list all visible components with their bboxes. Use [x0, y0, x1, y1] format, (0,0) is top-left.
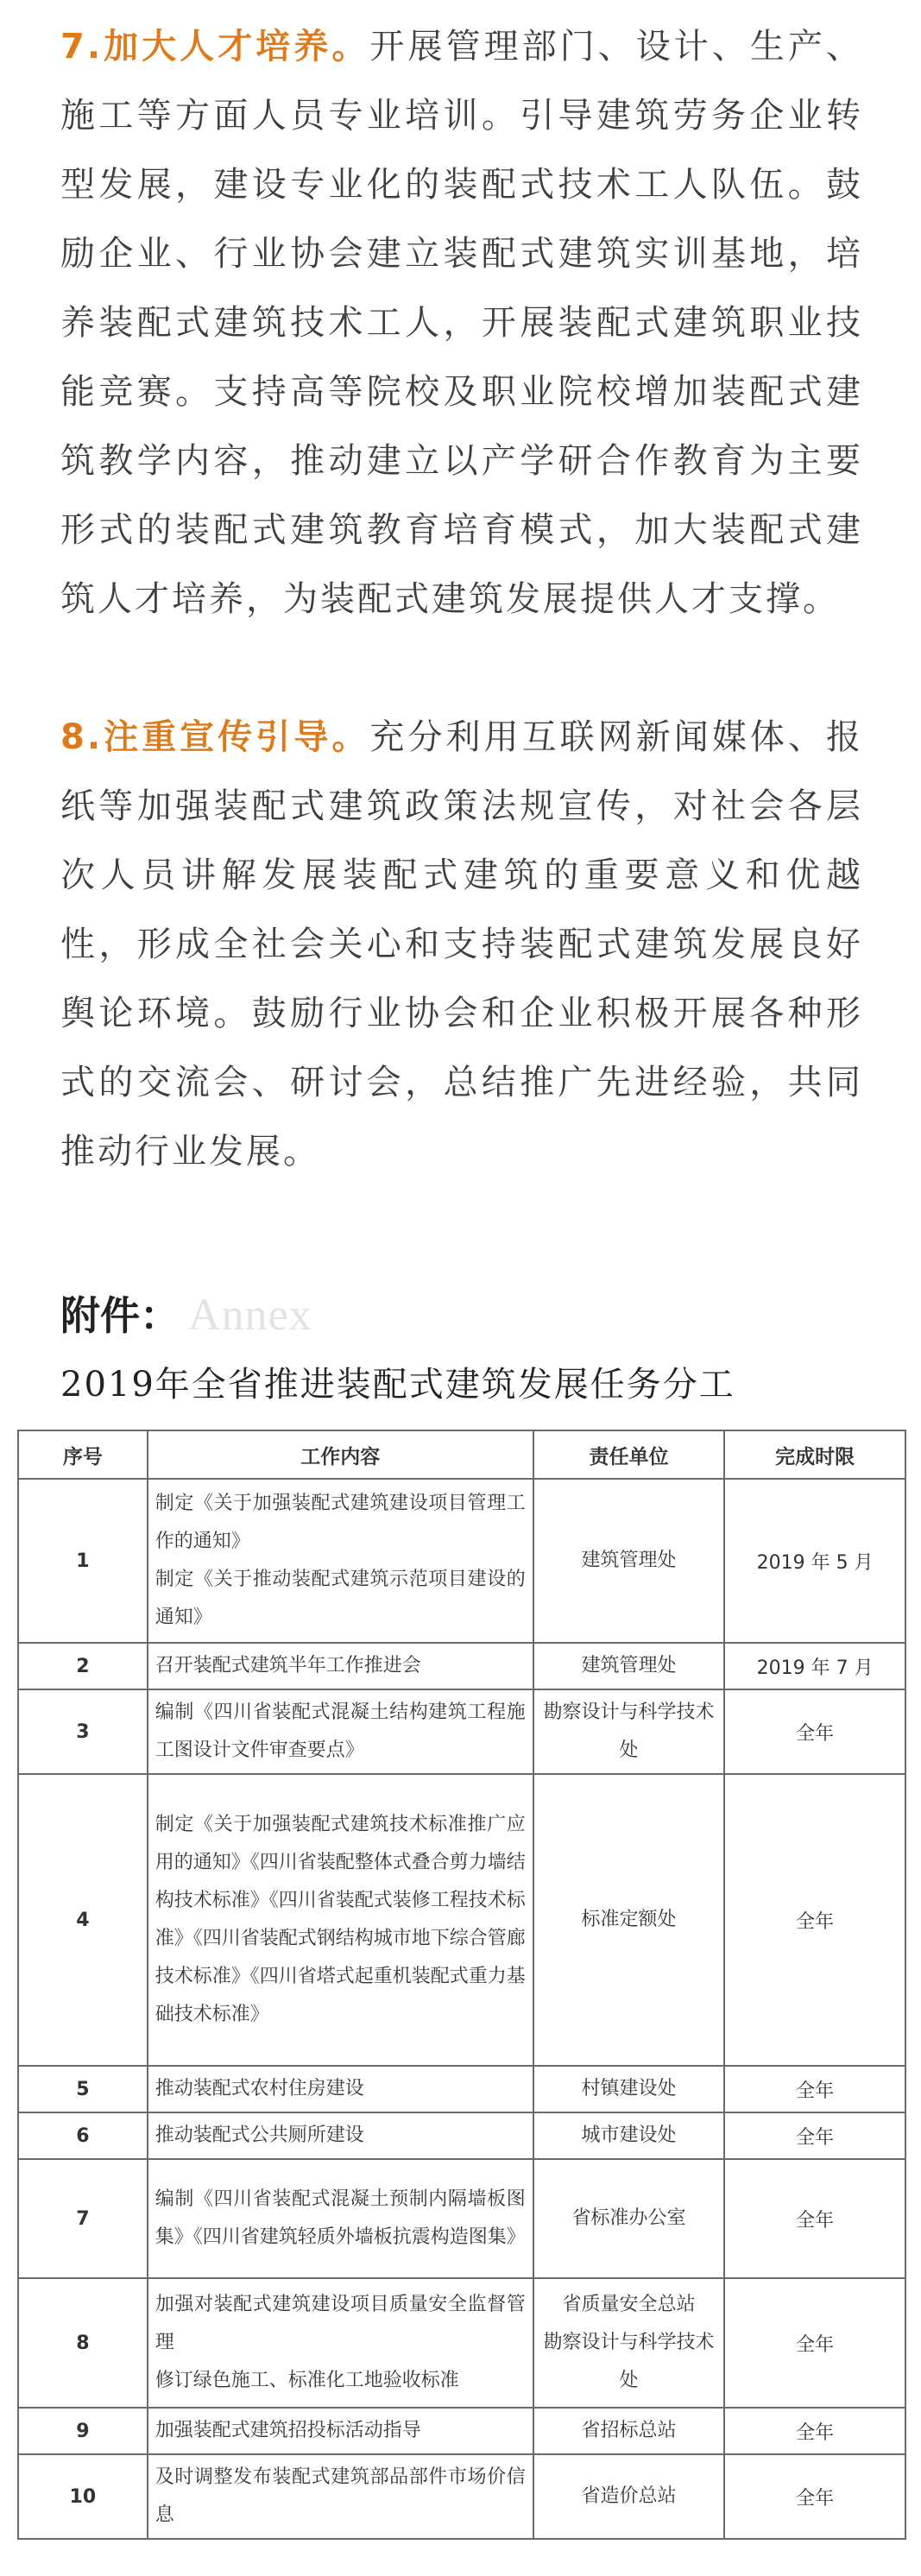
work-content-line: 加强装配式建筑招投标活动指导 [155, 2420, 421, 2441]
header-no: 序号 [18, 1430, 148, 1479]
deadline: 全年 [724, 1689, 905, 1774]
annex-title: 2019年全省推进装配式建筑发展任务分工 [60, 1365, 735, 1405]
table-body [18, 1479, 905, 2539]
paragraph-publicity [60, 703, 863, 1186]
row-number: 10 [18, 2454, 148, 2539]
work-content-line: 修订绿色施工、标准化工地验收标准 [155, 2370, 459, 2391]
row-number: 9 [18, 2408, 148, 2454]
responsible-unit [533, 1479, 725, 1643]
deadline: 2019 年 7 月 [724, 1643, 905, 1689]
paragraph-talent-training [60, 12, 863, 634]
responsible-unit [533, 2278, 725, 2408]
responsible-unit [533, 2159, 725, 2278]
table-row [18, 2159, 905, 2278]
work-content [148, 2278, 533, 2408]
work-content [148, 2159, 533, 2278]
responsible-unit-line: 省标准办公室 [571, 2207, 686, 2229]
deadline: 2019 年 5 月 [724, 1479, 905, 1643]
work-content-line: 编制《四川省装配式混凝土预制内隔墙板图集》《四川省建筑轻质外墙板抗震构造图集》 [155, 2188, 526, 2248]
deadline: 全年 [724, 2408, 905, 2454]
row-number: 5 [18, 2066, 148, 2112]
responsible-unit [533, 2066, 725, 2112]
responsible-unit-line: 城市建设处 [581, 2125, 677, 2146]
work-content [148, 2066, 533, 2112]
section-body-8: 充分利用互联网新闻媒体、报纸等加强装配式建筑政策法规宣传，对社会各层次人员讲解发展装配式建筑的重要意义和优越性，形成全社会关心和支持装配式建筑发展良好舆论环境。鼓励行业协会和企业积极开展各种形式的交流会、研讨会，总结推广先进经验，共同推动行业发展。 [60, 717, 864, 1171]
table-row [18, 1479, 905, 1643]
section-body-7: 开展管理部门、设计、生产、施工等方面人员专业培训。引导建筑劳务企业转型发展，建设专业化的装配式技术工人队伍。鼓励企业、行业协会建立装配式建筑实训基地，培养装配式建筑技术工人，开展装配式建筑职业技能竞赛。支持高等院校及职业院校增加装配式建筑教学内容，推动建立以产学研合作教育为主要形式的装配式建筑教育培育模式，加大装配式建筑人才培养，为装配式建筑发展提供人才支撑。 [60, 27, 864, 619]
table-row [18, 1774, 905, 2066]
deadline: 全年 [724, 1774, 905, 2066]
work-content-line: 制定《关于推动装配式建筑示范项目建设的通知》 [155, 1569, 526, 1628]
row-number: 7 [18, 2159, 148, 2278]
table-row [18, 2454, 905, 2539]
work-content [148, 2112, 533, 2159]
responsible-unit-line: 省造价总站 [581, 2485, 677, 2507]
responsible-unit [533, 1774, 725, 2066]
table-row [18, 2066, 905, 2112]
table-header-row [18, 1430, 905, 1479]
row-number: 4 [18, 1774, 148, 2066]
annex-label: 附件： [60, 1292, 180, 1339]
work-content [148, 2454, 533, 2539]
deadline: 全年 [724, 2159, 905, 2278]
work-content-line: 加强对装配式建筑建设项目质量安全监督管理 [155, 2294, 526, 2353]
deadline: 全年 [724, 2454, 905, 2539]
work-content [148, 1643, 533, 1689]
deadline: 全年 [724, 2112, 905, 2159]
responsible-unit [533, 2408, 725, 2454]
work-content [148, 1479, 533, 1643]
row-number: 8 [18, 2278, 148, 2408]
deadline: 全年 [724, 2278, 905, 2408]
responsible-unit-line: 建筑管理处 [581, 1550, 677, 1571]
responsible-unit-line: 村镇建设处 [581, 2078, 677, 2099]
row-number: 2 [18, 1643, 148, 1689]
work-content-line: 召开装配式建筑半年工作推进会 [155, 1655, 421, 1676]
section-heading-7: 7.加大人才培养。 [60, 27, 370, 66]
responsible-unit [533, 2112, 725, 2159]
table-row [18, 2278, 905, 2408]
header-unit: 责任单位 [533, 1430, 725, 1479]
row-number: 3 [18, 1689, 148, 1774]
work-content [148, 1689, 533, 1774]
table-row [18, 2112, 905, 2159]
row-number: 1 [18, 1479, 148, 1643]
table-row [18, 1643, 905, 1689]
row-number: 6 [18, 2112, 148, 2159]
deadline: 全年 [724, 2066, 905, 2112]
work-content-line: 及时调整发布装配式建筑部品部件市场价信息 [155, 2466, 526, 2526]
task-table [17, 1430, 906, 2540]
responsible-unit-line: 标准定额处 [581, 1909, 677, 1930]
responsible-unit [533, 1643, 725, 1689]
responsible-unit-line: 勘察设计与科学技术处 [543, 1702, 715, 1761]
work-content-line: 推动装配式公共厕所建设 [155, 2125, 364, 2146]
work-content-line: 制定《关于加强装配式建筑建设项目管理工作的通知》 [155, 1493, 526, 1552]
responsible-unit-line: 勘察设计与科学技术处 [543, 2332, 715, 2391]
table-row [18, 2408, 905, 2454]
responsible-unit [533, 1689, 725, 1774]
work-content-line: 推动装配式农村住房建设 [155, 2078, 364, 2099]
header-deadline: 完成时限 [724, 1430, 905, 1479]
work-content-line: 编制《四川省装配式混凝土结构建筑工程施工图设计文件审查要点》 [155, 1702, 526, 1761]
work-content-line: 制定《关于加强装配式建筑技术标准推广应用的通知》《四川省装配整体式叠合剪力墙结构技术标准》《四川省装配式装修工程技术标准》《四川省装配式钢结构城市地下综合管廊技术标准》《四川省塔式起重机装配式重力基础技术标准》 [155, 1814, 526, 2025]
responsible-unit [533, 2454, 725, 2539]
work-content [148, 2408, 533, 2454]
responsible-unit-line: 省质量安全总站 [562, 2294, 696, 2315]
section-heading-8: 8.注重宣传引导。 [60, 717, 370, 757]
annex-label-en: Annex [188, 1291, 312, 1340]
responsible-unit-line: 建筑管理处 [581, 1655, 677, 1676]
work-content [148, 1774, 533, 2066]
responsible-unit-line: 省招标总站 [581, 2420, 677, 2441]
table-row [18, 1689, 905, 1774]
header-content: 工作内容 [148, 1430, 533, 1479]
annex-heading [60, 1285, 312, 1342]
